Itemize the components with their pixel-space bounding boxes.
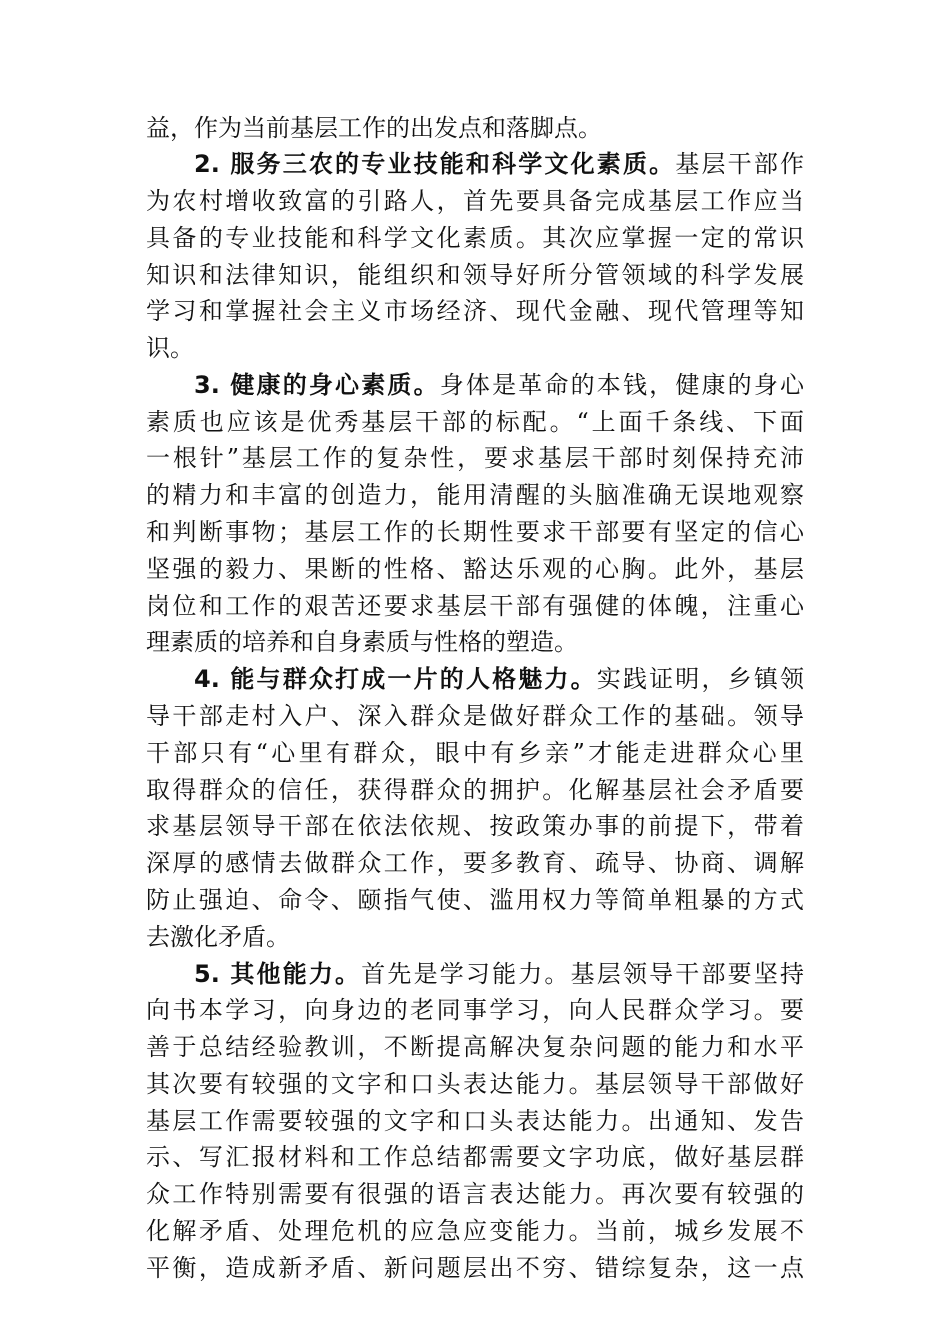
paragraph-first-line xyxy=(194,368,804,402)
paragraph-line: 的精力和丰富的创造力，能用清醒的头脑准确无误地观察 xyxy=(146,481,804,509)
paragraph-line: 其次要有较强的文字和口头表达能力。基层领导干部做好 xyxy=(146,1070,804,1098)
paragraph-line: 众工作特别需要有很强的语言表达能力。再次要有较强的 xyxy=(146,1180,804,1208)
paragraph-text: 基层干部作 xyxy=(675,150,805,178)
paragraph-line: 岗位和工作的艰苦还要求基层干部有强健的体魄，注重心 xyxy=(146,592,804,620)
paragraph-line: 向书本学习，向身边的老同事学习，向人民群众学习。要 xyxy=(146,996,804,1024)
paragraph-line: 素质也应该是优秀基层干部的标配。“上面千条线、下面 xyxy=(146,408,804,436)
paragraph-line: 求基层领导干部在依法依规、按政策办事的前提下，带着 xyxy=(146,812,804,840)
paragraph-first-line xyxy=(194,147,804,181)
paragraph-line: 善于总结经验教训，不断提高解决复杂问题的能力和水平 xyxy=(146,1033,804,1061)
paragraph-text: 实践证明，乡镇领 xyxy=(596,665,804,693)
paragraph-line: 为农村增收致富的引路人，首先要具备完成基层工作应当 xyxy=(146,187,804,215)
paragraph-line: 理素质的培养和自身素质与性格的塑造。 xyxy=(146,628,578,656)
paragraph-line: 平衡，造成新矛盾、新问题层出不穷、错综复杂，这一点 xyxy=(146,1254,804,1282)
paragraph-line: 取得群众的信任，获得群众的拥护。化解基层社会矛盾要 xyxy=(146,776,804,804)
paragraph-text: 身体是革命的本钱，健康的身心 xyxy=(439,371,805,399)
paragraph-line: 具备的专业技能和科学文化素质。其次应掌握一定的常识 xyxy=(146,224,804,252)
paragraph-line: 基层工作需要较强的文字和口头表达能力。出通知、发告 xyxy=(146,1107,804,1135)
paragraph-line: 一根针”基层工作的复杂性，要求基层干部时刻保持充沛 xyxy=(146,444,804,472)
paragraph-text: 首先是学习能力。基层领导干部要坚持 xyxy=(361,960,805,988)
paragraph-line: 去激化矛盾。 xyxy=(146,923,290,951)
paragraph-line: 益，作为当前基层工作的出发点和落脚点。 xyxy=(146,114,602,142)
paragraph-line: 和判断事物；基层工作的长期性要求干部要有坚定的信心 xyxy=(146,518,804,546)
paragraph-first-line xyxy=(194,957,804,991)
paragraph-line: 防止强迫、命令、颐指气使、滥用权力等简单粗暴的方式 xyxy=(146,886,804,914)
paragraph-line: 学习和掌握社会主义市场经济、现代金融、现代管理等知 xyxy=(146,297,804,325)
section-heading: 2. 服务三农的专业技能和科学文化素质。 xyxy=(194,150,676,178)
section-heading: 3. 健康的身心素质。 xyxy=(194,371,440,399)
section-heading: 4. 能与群众打成一片的人格魅力。 xyxy=(194,665,597,693)
paragraph-line: 坚强的毅力、果断的性格、豁达乐观的心胸。此外，基层 xyxy=(146,555,804,583)
paragraph-line: 深厚的感情去做群众工作，要多教育、疏导、协商、调解 xyxy=(146,849,804,877)
paragraph-first-line xyxy=(194,662,804,696)
section-heading: 5. 其他能力。 xyxy=(194,960,362,988)
paragraph-line: 化解矛盾、处理危机的应急应变能力。当前，城乡发展不 xyxy=(146,1217,804,1245)
paragraph-line: 知识和法律知识，能组织和领导好所分管领域的科学发展 xyxy=(146,261,804,289)
paragraph-line: 干部只有“心里有群众，眼中有乡亲”才能走进群众心里 xyxy=(146,739,804,767)
paragraph-line: 识。 xyxy=(146,334,194,362)
paragraph-line: 示、写汇报材料和工作总结都需要文字功底，做好基层群 xyxy=(146,1143,804,1171)
paragraph-line: 导干部走村入户、深入群众是做好群众工作的基础。领导 xyxy=(146,702,804,730)
